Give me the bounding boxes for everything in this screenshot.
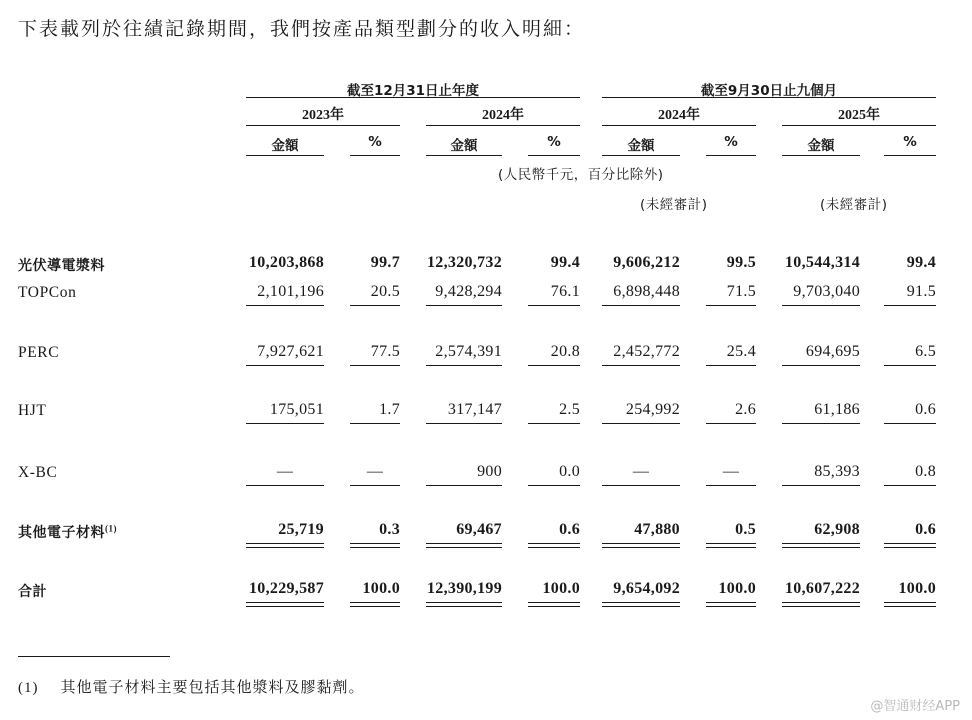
col-header-percent: % xyxy=(547,134,561,150)
footnote-ref: (1) xyxy=(105,523,117,534)
underline xyxy=(782,423,860,424)
underline xyxy=(350,423,400,424)
col-header-amount: 金額 xyxy=(271,138,299,154)
percent-cell: 71.5 xyxy=(726,283,756,300)
percent-cell: 25.4 xyxy=(726,343,756,360)
footnote-rule xyxy=(18,656,170,657)
col-header-rule xyxy=(246,155,324,156)
double-underline xyxy=(782,602,860,607)
double-underline xyxy=(884,602,936,607)
double-underline xyxy=(426,602,502,607)
double-underline xyxy=(426,543,502,548)
col-header-percent: % xyxy=(368,134,382,150)
amount-cell: 10,544,314 xyxy=(785,254,860,271)
percent-cell: 99.7 xyxy=(370,254,400,271)
underline xyxy=(246,305,324,306)
underline xyxy=(350,365,400,366)
row-label-text: 合計 xyxy=(18,584,47,600)
percent-cell: 20.8 xyxy=(550,343,580,360)
percent-cell: 20.5 xyxy=(370,283,400,300)
amount-cell: 317,147 xyxy=(447,401,502,418)
row-label xyxy=(18,402,47,420)
double-underline xyxy=(782,543,860,548)
double-underline xyxy=(884,543,936,548)
amount-cell: 175,051 xyxy=(269,401,324,418)
amount-cell: 900 xyxy=(477,463,502,480)
underline xyxy=(706,423,756,424)
percent-cell: 100.0 xyxy=(898,580,936,597)
year-rule-2025-9m xyxy=(782,125,936,126)
percent-cell: 0.6 xyxy=(915,521,936,538)
double-underline xyxy=(706,543,756,548)
underline xyxy=(706,485,756,486)
col-header-amount: 金額 xyxy=(627,138,655,154)
underline xyxy=(602,365,680,366)
percent-cell: 100.0 xyxy=(362,580,400,597)
group-title-fy: 截至12月31日止年度 xyxy=(346,83,480,99)
col-header-rule xyxy=(884,155,936,156)
underline xyxy=(602,305,680,306)
amount-cell: 12,390,199 xyxy=(427,580,502,597)
col-header-rule xyxy=(426,155,502,156)
amount-cell: 694,695 xyxy=(805,343,860,360)
percent-cell: 6.5 xyxy=(915,343,936,360)
underline xyxy=(884,485,936,486)
amount-cell: 254,992 xyxy=(625,401,680,418)
double-underline xyxy=(528,602,580,607)
double-underline xyxy=(350,543,400,548)
percent-cell: 0.3 xyxy=(379,521,400,538)
percent-cell: 2.5 xyxy=(559,401,580,418)
percent-cell: — xyxy=(366,463,384,480)
underline xyxy=(426,305,502,306)
amount-cell: 9,703,040 xyxy=(793,283,860,300)
percent-cell: 0.6 xyxy=(915,401,936,418)
percent-cell: 100.0 xyxy=(542,580,580,597)
underline xyxy=(528,365,580,366)
amount-cell: 9,654,092 xyxy=(613,580,680,597)
amount-cell: 62,908 xyxy=(814,521,860,538)
group-title-9m: 截至9月30日止九個月 xyxy=(700,83,838,99)
percent-cell: 91.5 xyxy=(906,283,936,300)
double-underline xyxy=(602,602,680,607)
col-header-rule xyxy=(782,155,860,156)
group-rule-fy xyxy=(246,97,580,98)
row-label xyxy=(18,464,57,482)
row-label-text: 光伏導電漿料 xyxy=(18,258,105,274)
percent-cell: 99.4 xyxy=(550,254,580,271)
col-header-percent: % xyxy=(903,134,917,150)
unaudited-note-2025: (未經審計) xyxy=(820,197,888,213)
unit-note: (人民幣千元，百分比除外) xyxy=(498,167,664,183)
footnote xyxy=(18,676,365,697)
percent-cell: 76.1 xyxy=(550,283,580,300)
underline xyxy=(602,485,680,486)
row-label-text: PERC xyxy=(18,344,60,361)
percent-cell: — xyxy=(722,463,740,480)
amount-cell: 2,574,391 xyxy=(435,343,502,360)
percent-cell: 0.5 xyxy=(735,521,756,538)
group-rule-9m xyxy=(602,97,936,98)
footnote-number: (1) xyxy=(18,680,39,696)
percent-cell: 1.7 xyxy=(379,401,400,418)
row-label-text: HJT xyxy=(18,402,47,419)
year-2023: 2023年 xyxy=(302,108,344,123)
underline xyxy=(528,485,580,486)
col-header-rule xyxy=(528,155,580,156)
amount-cell: 61,186 xyxy=(814,401,860,418)
percent-cell: 2.6 xyxy=(735,401,756,418)
underline xyxy=(426,423,502,424)
amount-cell: 25,719 xyxy=(278,521,324,538)
percent-cell: 100.0 xyxy=(718,580,756,597)
underline xyxy=(782,365,860,366)
underline xyxy=(782,485,860,486)
col-header-amount: 金額 xyxy=(450,138,478,154)
underline xyxy=(246,423,324,424)
underline xyxy=(706,365,756,366)
underline xyxy=(528,305,580,306)
amount-cell: 10,229,587 xyxy=(249,580,324,597)
underline xyxy=(246,365,324,366)
row-label xyxy=(18,255,105,275)
double-underline xyxy=(246,602,324,607)
amount-cell: 47,880 xyxy=(634,521,680,538)
amount-cell: 7,927,621 xyxy=(257,343,324,360)
double-underline xyxy=(602,543,680,548)
percent-cell: 99.5 xyxy=(726,254,756,271)
col-header-rule xyxy=(602,155,680,156)
year-2024-9m: 2024年 xyxy=(658,108,700,123)
watermark: @智通财经APP xyxy=(870,699,960,714)
col-header-rule xyxy=(706,155,756,156)
underline xyxy=(706,305,756,306)
percent-cell: 77.5 xyxy=(370,343,400,360)
amount-cell: 69,467 xyxy=(456,521,502,538)
year-2024-fy: 2024年 xyxy=(482,108,524,123)
row-label xyxy=(18,344,59,362)
row-label xyxy=(18,581,47,601)
double-underline xyxy=(246,543,324,548)
year-rule-2024-9m xyxy=(602,125,756,126)
intro-text: 下表載列於往績記錄期間，我們按產品類型劃分的收入明細： xyxy=(18,18,586,40)
amount-cell: 2,452,772 xyxy=(613,343,680,360)
amount-cell: 10,203,868 xyxy=(249,254,324,271)
percent-cell: 99.4 xyxy=(906,254,936,271)
row-label-text: 其他電子材料 xyxy=(18,525,105,541)
underline xyxy=(246,485,324,486)
amount-cell: 9,428,294 xyxy=(435,283,502,300)
amount-cell: 9,606,212 xyxy=(613,254,680,271)
amount-cell: 6,898,448 xyxy=(613,283,680,300)
underline xyxy=(528,423,580,424)
percent-cell: 0.6 xyxy=(559,521,580,538)
double-underline xyxy=(706,602,756,607)
amount-cell: 12,320,732 xyxy=(427,254,502,271)
underline xyxy=(884,305,936,306)
underline xyxy=(350,305,400,306)
amount-cell: — xyxy=(276,463,294,480)
underline xyxy=(426,485,502,486)
amount-cell: 2,101,196 xyxy=(257,283,324,300)
year-rule-2024-fy xyxy=(426,125,580,126)
double-underline xyxy=(528,543,580,548)
amount-cell: — xyxy=(632,463,650,480)
underline xyxy=(602,423,680,424)
col-header-rule xyxy=(350,155,400,156)
amount-cell: 85,393 xyxy=(814,463,860,480)
col-header-percent: % xyxy=(724,134,738,150)
col-header-amount: 金額 xyxy=(807,138,835,154)
row-label-text: X-BC xyxy=(18,464,58,481)
unaudited-note-2024: (未經審計) xyxy=(640,197,708,213)
footnote-text: 其他電子材料主要包括其他漿料及膠黏劑。 xyxy=(60,678,365,696)
row-label xyxy=(18,284,76,302)
amount-cell: 10,607,222 xyxy=(785,580,860,597)
underline xyxy=(884,365,936,366)
underline xyxy=(350,485,400,486)
percent-cell: 0.0 xyxy=(559,463,580,480)
double-underline xyxy=(350,602,400,607)
underline xyxy=(782,305,860,306)
percent-cell: 0.8 xyxy=(915,463,936,480)
underline xyxy=(884,423,936,424)
year-rule-2023 xyxy=(246,125,400,126)
row-label xyxy=(18,522,117,542)
year-2025-9m: 2025年 xyxy=(838,108,880,123)
underline xyxy=(426,365,502,366)
row-label-text: TOPCon xyxy=(18,284,77,301)
